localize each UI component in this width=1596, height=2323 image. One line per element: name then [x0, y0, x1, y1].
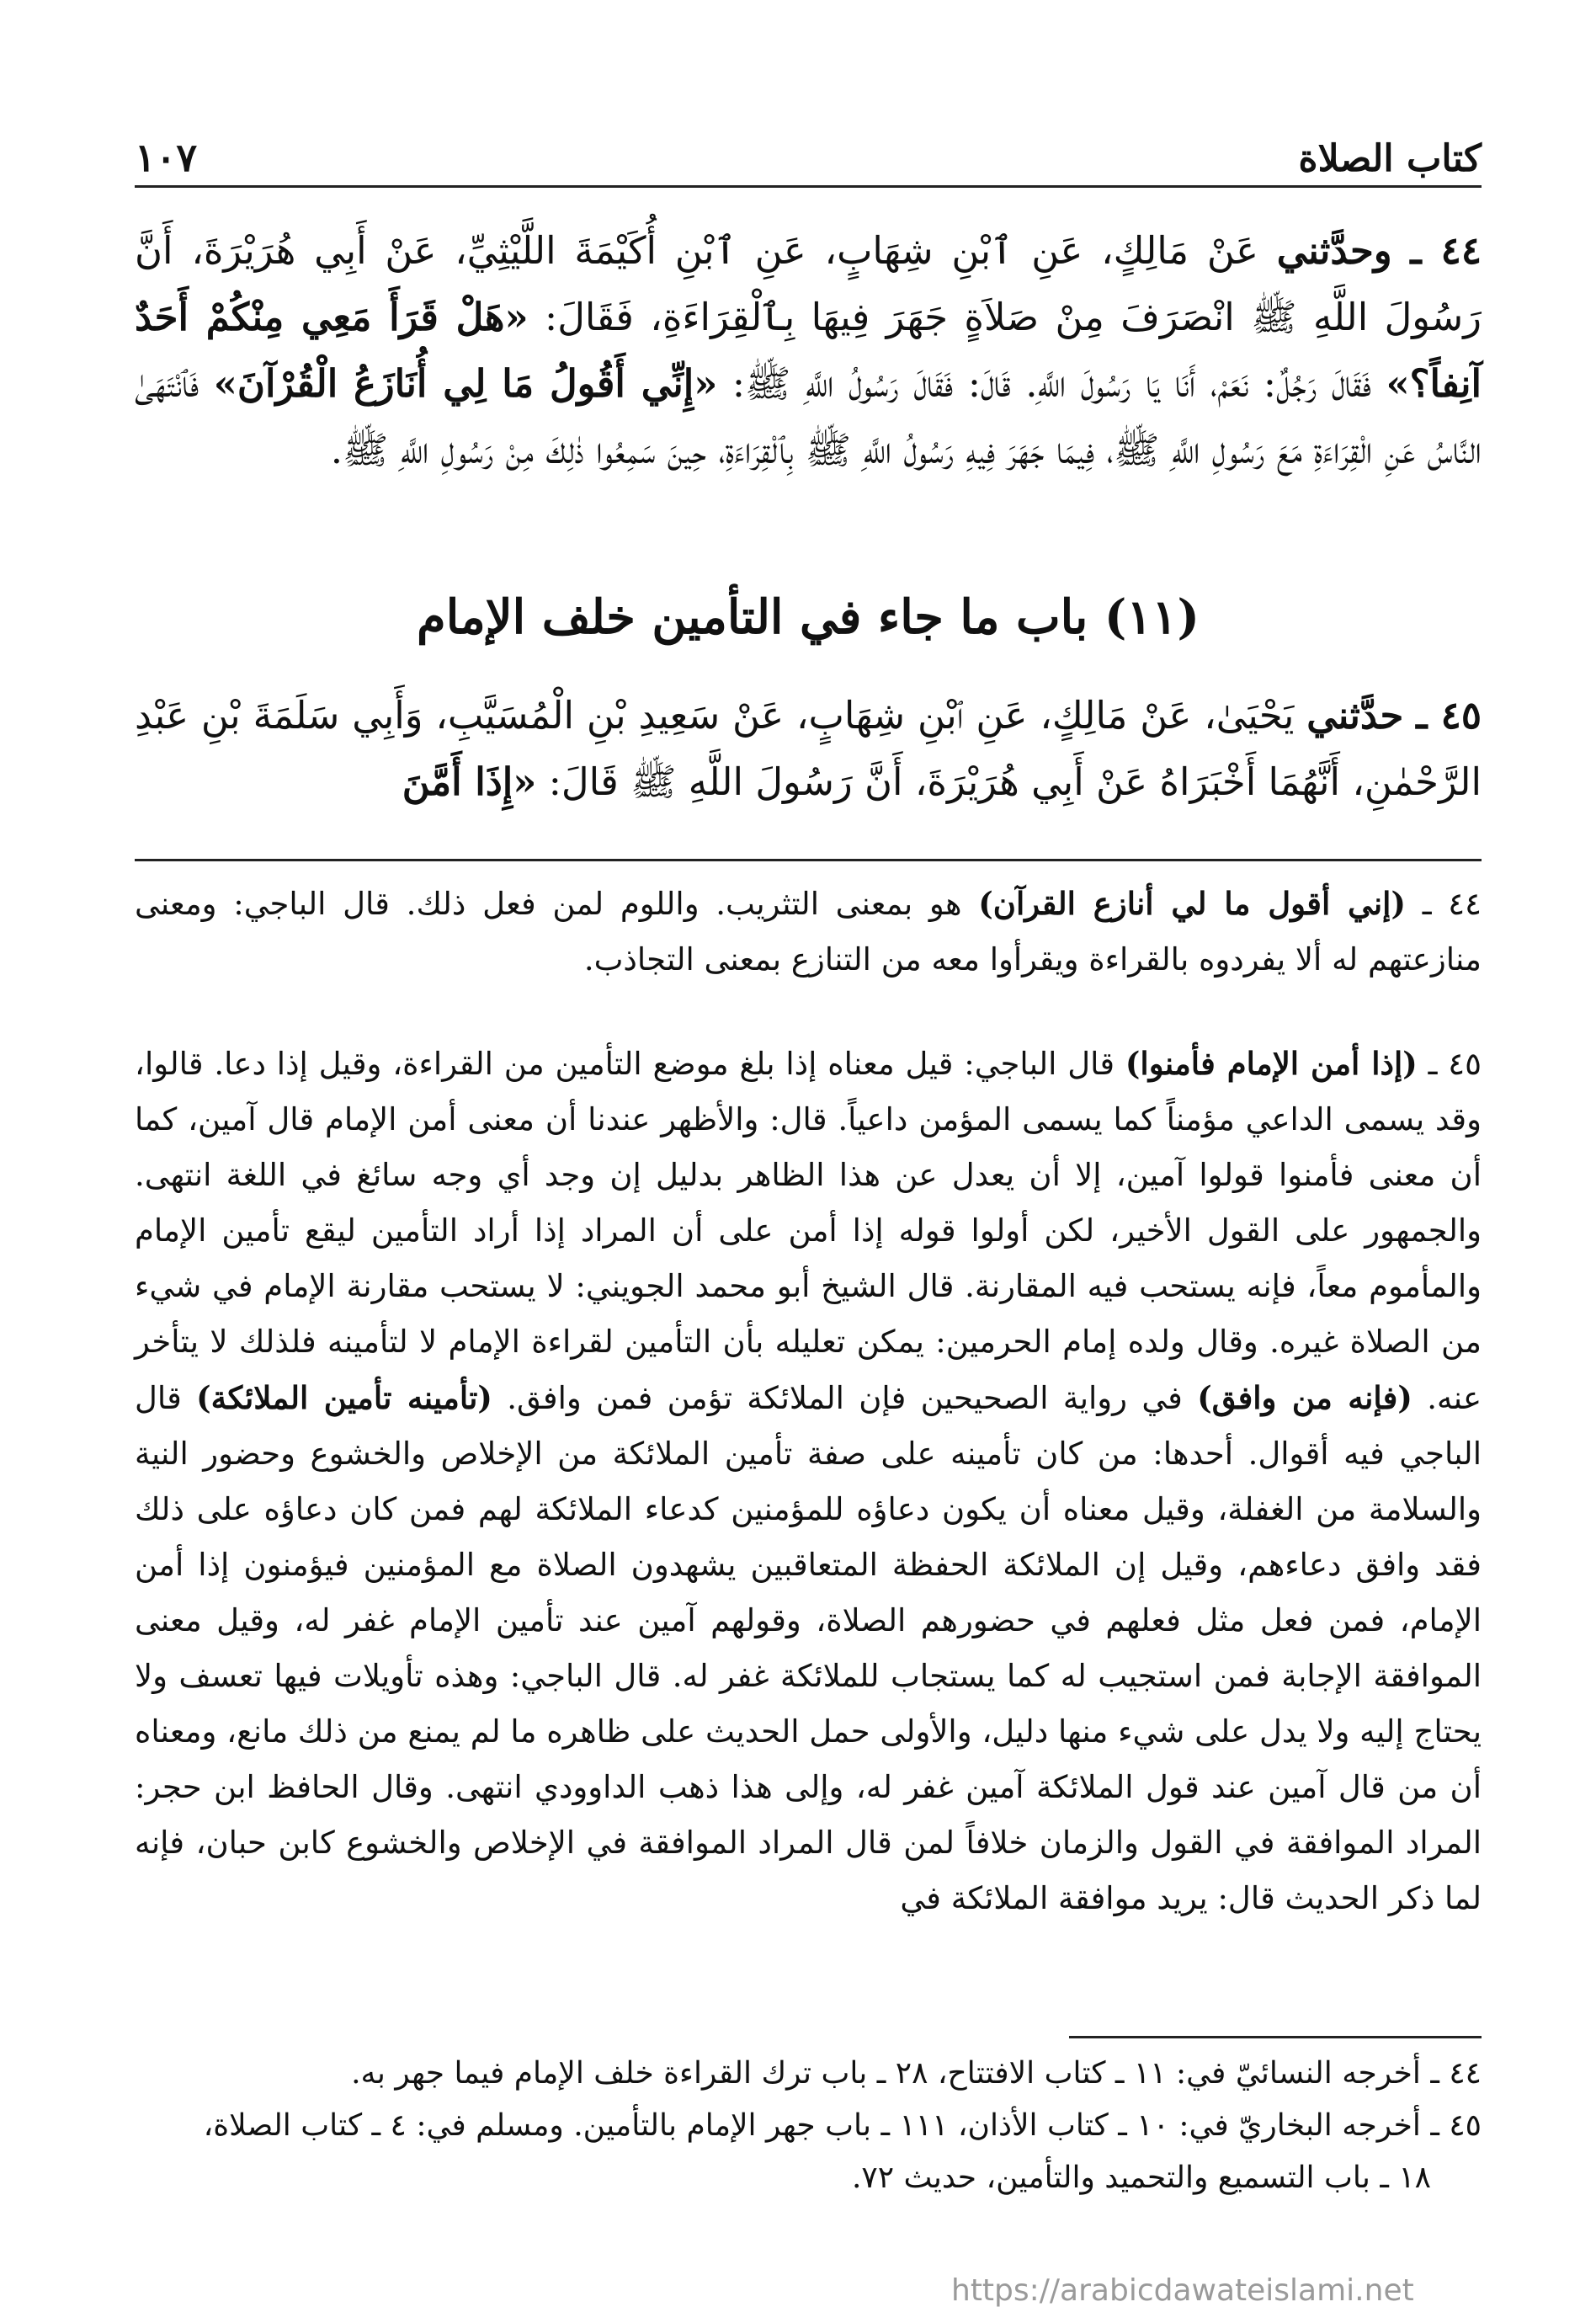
commentary-lemma: (تأمينه تأمين الملائكة) — [196, 1379, 492, 1416]
commentary-text: قال الباجي فيه أقوال. أحدها: من كان تأمينه على صفة تأمين الملائكة من الإخلاص والخشوع وحضور النية والسلامة من الغفلة، وقيل معناه أن يكون دعاؤه للمؤمنين كدعاء الملائكة لهم فمن كان دعاؤه على ذلك فقد وافق دعاءهم، وقيل إن الملائكة الحفظة المتعاقبين يشهدون الصلاة مع المؤمنين فيؤمنون إذا أمن الإمام، فمن فعل مثل فعلهم في حضورهم الصلاة، وقولهم آمين عند تأمين الإمام غفر له، وقيل معنى الموافقة الإجابة فمن استجيب له كما يستجاب للملائكة غفر له. قال الباجي: وهذه تأويلات فيها تعسف ولا يحتاج إليه ولا يدل على شيء منها دليل، والأولى حمل الحديث على ظاهره ما لم يمنع من ذلك مانع، ومعناه أن من قال آمين عند قول الملائكة آمين غفر له، وإلى هذا ذهب الداوودي انتهى. وقال الحافظ ابن حجر: المراد الموافقة في القول والزمان خلافاً لمن قال المراد الموافقة في الإخلاص والخشوع كابن حبان، فإنه لما ذكر الحديث قال: يريد موافقة الملائكة في — [135, 1380, 1482, 1916]
text-commentary-divider — [135, 859, 1482, 861]
footnote-divider — [1069, 2036, 1482, 2038]
footnote-45: ٤٥ ـ أخرجه البخاريّ في: ١٠ ـ كتاب الأذان، ١١١ ـ باب جهر الإمام بالتأمين. ومسلم في: ٤ ـ كتاب الصلاة، — [203, 2108, 1482, 2143]
commentary-number: ٤٥ ـ — [1428, 1046, 1482, 1082]
hadith-text: فَٱنْتَهَىٰ النَّاسُ عَنِ الْقِرَاءَةِ مَعَ رَسُولِ اللَّهِ ﷺ، فِيمَا جَهَرَ فِيهِ رَسُولُ اللَّهِ ﷺ بِٱلْقِرَاءَةِ، حِينَ سَمِعُوا ذٰلِكَ مِنْ رَسُولِ اللَّهِ ﷺ. — [135, 361, 1482, 472]
prophetic-quote: «هَلْ قَرَأَ مَعِي مِنْكُمْ أَحَدٌ آنِفاً؟» — [135, 295, 1482, 406]
commentary-45 — [135, 1036, 1482, 1926]
commentary-number: ٤٤ ـ — [1422, 886, 1482, 922]
footnotes — [135, 2048, 1482, 2204]
commentary-lemma: (إني أقول ما لي أنازع القرآن) — [978, 885, 1406, 922]
commentary-44 — [135, 876, 1482, 988]
watermark-url: https://arabicdawateislami.net — [951, 2273, 1414, 2308]
page-number: ١٠٧ — [135, 135, 198, 180]
hadith-44 — [135, 217, 1482, 483]
chapter-title: (١١) باب ما جاء في التأمين خلف الإمام — [417, 589, 1200, 645]
hadith-intro: حدَّثني — [1306, 693, 1404, 738]
running-header — [135, 126, 1482, 188]
footnote-45-continued: ١٨ ـ باب التسميع والتحميد والتأمين، حديث ٧٢. — [851, 2160, 1431, 2195]
commentary-text: هو بمعنى التثريب. واللوم لمن فعل ذلك. قال الباجي: ومعنى منازعتهم له ألا يفردوه بالقراءة ويقرأوا معه من التنازع بمعنى التجاذب. — [135, 886, 1482, 978]
book-title: كتاب الصلاة — [1298, 137, 1482, 180]
commentary-lemma: (فإنه من وافق) — [1197, 1379, 1412, 1416]
prophetic-quote: «إِنِّي أَقُولُ مَا لِي أُنَازَعُ الْقُرْآنَ» — [213, 361, 718, 406]
commentary-text: قال الباجي: قيل معناه إذا بلغ موضع التأمين من القراءة، وقيل إذا دعا. قالوا، وقد يسمى الداعي مؤمناً كما يسمى المؤمن داعياً. قال: والأظهر عندنا أن معنى أمن الإمام قال آمين، كما أن معنى فأمنوا قولوا آمين، إلا أن يعدل عن هذا الظاهر بدليل إن وجد أي وجه سائغ في اللغة انتهى. والجمهور على القول الأخير، لكن أولوا قوله إذا أمن على أن المراد إذا أراد التأمين ليقع تأمين الإمام والمأموم معاً، فإنه يستحب فيه المقارنة. قال الشيخ أبو محمد الجويني: لا يستحب مقارنة الإمام في شيء من الصلاة غيره. وقال ولده إمام الحرمين: يمكن تعليله بأن التأمين لقراءة الإمام لا لتأمينه فلذلك لا يتأخر عنه. — [135, 1046, 1482, 1416]
hadith-number: ٤٤ ـ — [1410, 228, 1482, 273]
hadith-intro: وحدَّثني — [1276, 228, 1392, 273]
hadith-text: عَنْ مَالِكٍ، عَنِ ٱبْنِ شِهَابٍ، عَنِ ٱبْنِ أُكَيْمَةَ اللَّيْثِيِّ، عَنْ أَبِي هُرَيْرَةَ، أَنَّ رَسُولَ اللَّهِ ﷺ انْصَرَفَ مِنْ صَلاَةٍ جَهَرَ فِيهَا بِٱلْقِرَاءَةِ، فَقَالَ: — [135, 228, 1482, 339]
hadith-45 — [135, 682, 1482, 815]
footnote-44: ٤٤ ـ أخرجه النسائيّ في: ١١ ـ كتاب الافتتاح، ٢٨ ـ باب ترك القراءة خلف الإمام فيما جهر به. — [351, 2056, 1482, 2091]
hadith-text: يَحْيَىٰ، عَنْ مَالِكٍ، عَنِ ٱبْنِ شِهَابٍ، عَنْ سَعِيدِ بْنِ الْمُسَيَّبِ، وَأَبِي سَلَمَةَ بْنِ عَبْدِ الرَّحْمٰنِ، أَنَّهُمَا أَخْبَرَاهُ عَنْ أَبِي هُرَيْرَةَ، أَنَّ رَسُولَ اللَّهِ ﷺ قَالَ: — [135, 693, 1482, 804]
hadith-number: ٤٥ ـ — [1416, 693, 1482, 738]
hadith-text: فَقَالَ رَجُلٌ: نَعَمْ، أَنَا يَا رَسُولَ اللَّهِ. قَالَ: فَقَالَ رَسُولُ اللَّهِ ﷺ: — [732, 361, 1371, 406]
commentary-text: في رواية الصحيحين فإن الملائكة تؤمن فمن وافق. — [507, 1380, 1183, 1416]
commentary-lemma: (إذا أمن الإمام فأمنوا) — [1125, 1045, 1418, 1082]
prophetic-quote: «إِذَا أَمَّنَ — [402, 759, 537, 804]
